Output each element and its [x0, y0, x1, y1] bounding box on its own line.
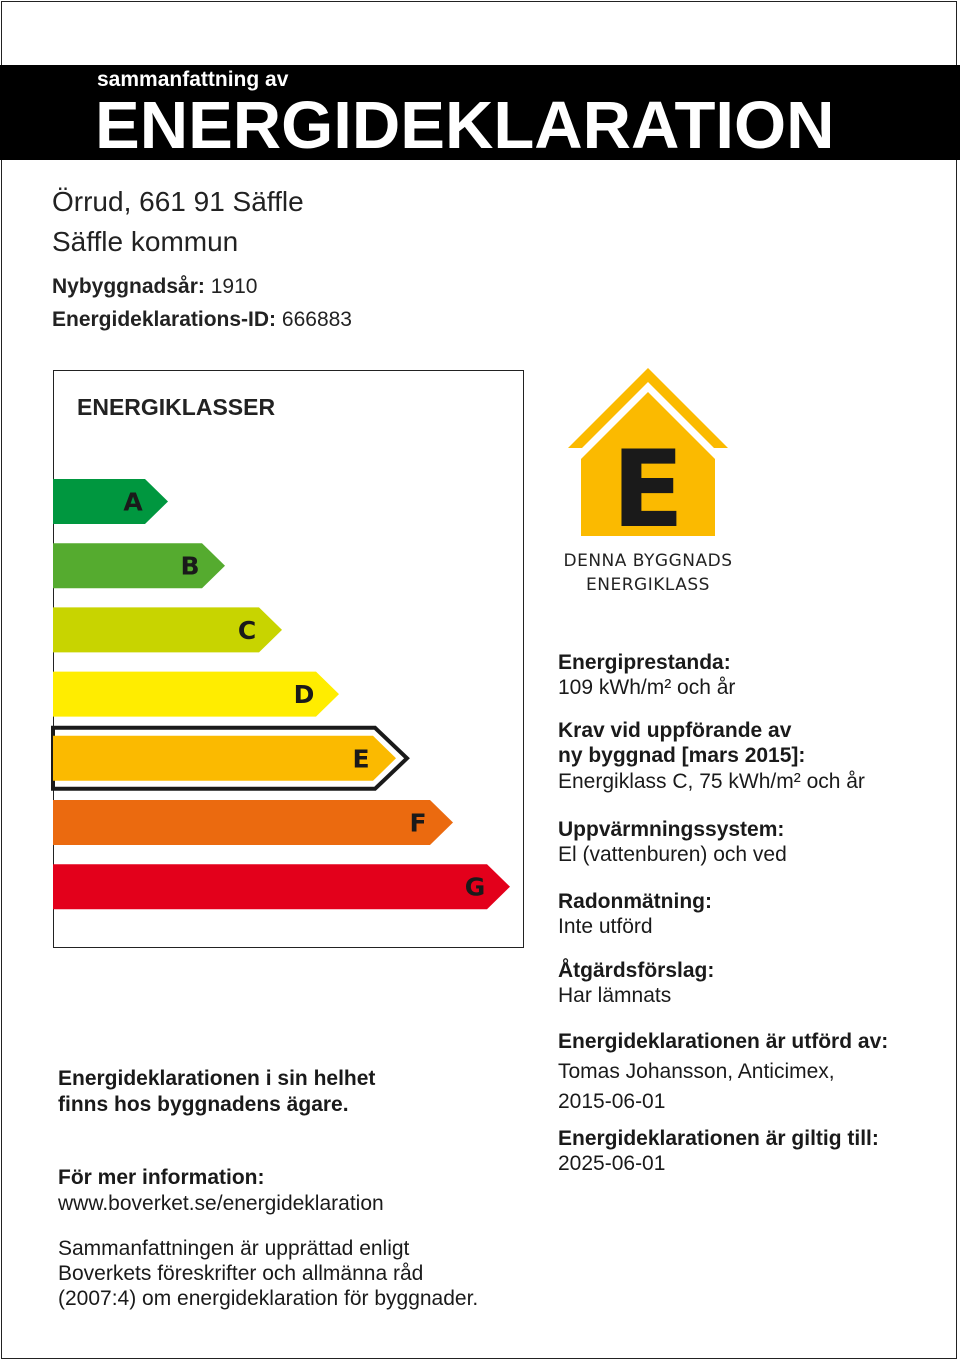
energy-class-bar-a: [53, 479, 168, 524]
address-line-2: Säffle kommun: [52, 226, 239, 257]
badge-caption-line-2: ENERGIKLASS: [586, 575, 710, 595]
header-title: ENERGIDEKLARATION: [95, 88, 835, 163]
owner-note-line-1: Energideklarationen i sin helhet: [58, 1067, 376, 1090]
energy-class-letter-f: F: [409, 808, 427, 838]
requirement-value: Energiklass C, 75 kWh/m² och år: [558, 770, 865, 793]
owner-note-line-2: finns hos byggnadens ägare.: [58, 1093, 349, 1116]
radon-value: Inte utförd: [558, 915, 653, 938]
performance-value: 109 kWh/m² och år: [558, 676, 736, 699]
performance-label: Energiprestanda:: [558, 651, 731, 674]
energy-class-bar-g: [53, 864, 510, 909]
performed-date: 2015-06-01: [558, 1090, 666, 1113]
energy-class-letter-b: B: [180, 551, 200, 581]
valid-until-value: 2025-06-01: [558, 1152, 666, 1175]
declaration-id-value: 666883: [281, 308, 352, 331]
legal-line-1: Sammanfattningen är upprättad enligt: [58, 1237, 410, 1260]
more-info-label: För mer information:: [58, 1166, 265, 1189]
heating-label: Uppvärmningssystem:: [558, 818, 785, 841]
performed-by-label: Energideklarationen är utförd av:: [558, 1030, 889, 1053]
build-year-value: 1910: [210, 275, 258, 298]
energy-classes-title: ENERGIKLASSER: [77, 394, 276, 420]
heating-value: El (vattenburen) och ved: [558, 843, 787, 866]
legal-line-3: (2007:4) om energideklaration för byggnader.: [58, 1287, 479, 1310]
address-line-1: Örrud, 661 91 Säffle: [52, 186, 304, 217]
energy-class-letter-d: D: [293, 680, 315, 710]
energy-class-bar-f: [53, 800, 453, 845]
measures-value: Har lämnats: [558, 984, 672, 1007]
badge-caption-line-1: DENNA BYGGNADS: [563, 551, 733, 571]
header-subtitle: sammanfattning av: [97, 68, 289, 91]
energy-class-bar-e: [53, 736, 396, 781]
declaration-id-label: Energideklarations-ID:: [52, 308, 277, 331]
energy-class-letter-g: G: [464, 872, 486, 902]
energy-class-letter-e: E: [352, 744, 370, 774]
requirement-label-2: ny byggnad [mars 2015]:: [558, 744, 806, 767]
badge-letter: E: [611, 428, 685, 551]
build-year-label: Nybyggnadsår:: [52, 275, 205, 298]
building-class-badge: [568, 368, 728, 551]
radon-label: Radonmätning:: [558, 890, 712, 913]
performed-by-value: Tomas Johansson, Anticimex,: [558, 1060, 835, 1083]
more-info-link[interactable]: www.boverket.se/energideklaration: [58, 1192, 384, 1215]
measures-label: Åtgärdsförslag:: [558, 959, 715, 982]
energy-class-letter-c: C: [237, 615, 257, 645]
legal-line-2: Boverkets föreskrifter och allmänna råd: [58, 1262, 424, 1285]
energy-class-letter-a: A: [123, 487, 143, 517]
requirement-label-1: Krav vid uppförande av: [558, 719, 792, 742]
valid-until-label: Energideklarationen är giltig till:: [558, 1127, 879, 1150]
